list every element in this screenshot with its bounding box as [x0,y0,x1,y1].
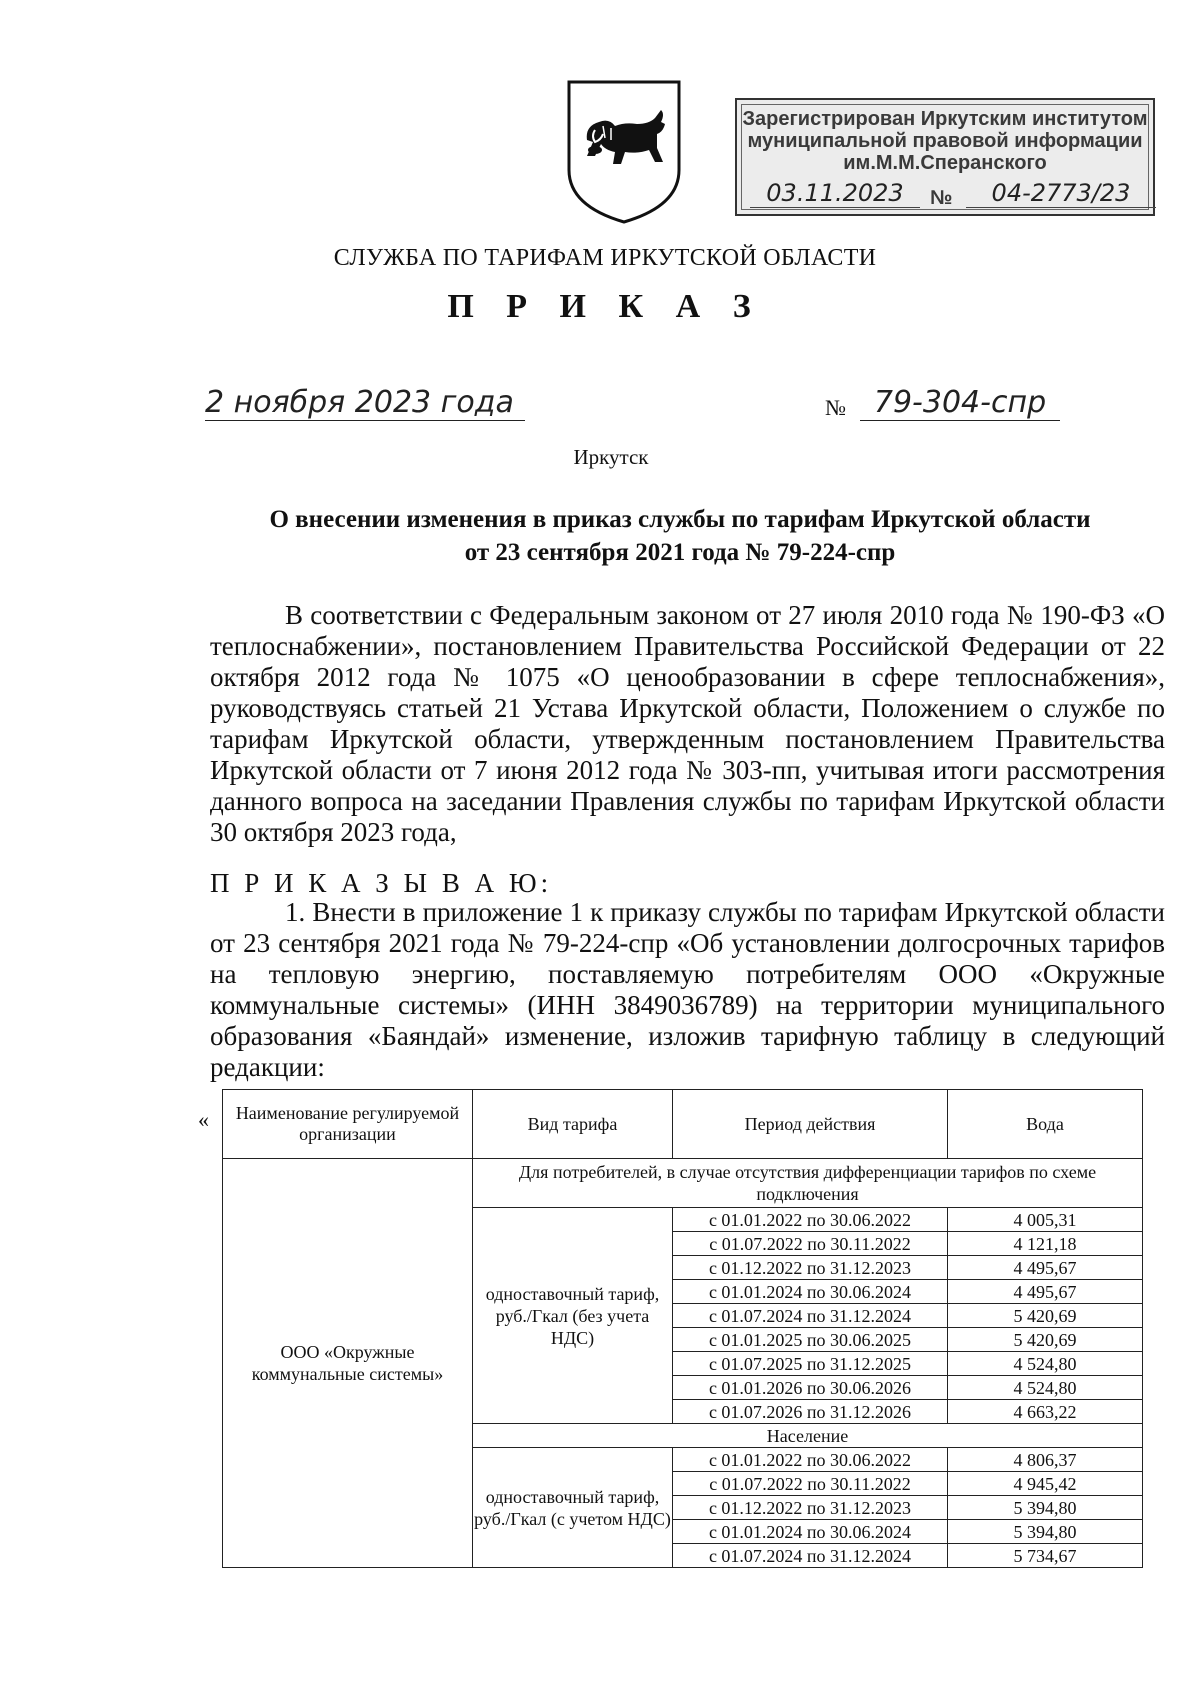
value-cell: 5 420,69 [948,1304,1143,1328]
period-cell: с 01.01.2024 по 30.06.2024 [673,1280,948,1304]
table-opening-quote: « [198,1107,209,1132]
order-number-sign: № [825,395,846,420]
order-date: 2 ноября 2023 года [205,385,525,421]
order-number: 79-304-спр [860,385,1060,421]
group-1-title-row [223,1159,1143,1208]
table-header-row [223,1090,1143,1159]
order-subject [200,503,1160,569]
value-cell: 4 524,80 [948,1376,1143,1400]
header-tariff-type: Вид тарифа [473,1090,673,1159]
value-cell: 4 945,42 [948,1472,1143,1496]
stamp-line-1: Зарегистрирован Иркутским институтом [742,108,1148,130]
period-cell: с 01.01.2025 по 30.06.2025 [673,1328,948,1352]
stamp-line-2: муниципальной правовой информации [747,130,1143,152]
header-org: Наименование регулируемой организации [223,1090,473,1159]
value-cell: 4 495,67 [948,1280,1143,1304]
header-value: Вода [948,1090,1143,1159]
stamp-line-3: им.М.М.Сперанского [843,152,1047,174]
clause-1-paragraph: 1. Внести в приложение 1 к приказу службы по тарифам Иркутской области от 23 сентября 2021 года № 79-224-спр «Об установлении долгосрочных тарифов на тепловую энергию, поставляемую потребителям ООО «Окружные коммунальные системы» (ИНН 3849036789) на территории муниципального образования «Баяндай» изменение, изложив тарифную таблицу в следующий редакции: [210,897,1165,1082]
subject-line-1: О внесении изменения в приказ службы по тарифам Иркутской области [269,506,1091,533]
preamble-paragraph: В соответствии с Федеральным законом от 27 июля 2010 года № 190-ФЗ «О теплоснабжении», постановлением Правительства Российской Федерации от 22 октября 2012 года № 1075 «О ценообразовании в сфере теплоснабжения», руководствуясь статьей 21 Устава Иркутской области, Положением о службе по тарифам Иркутской области, утвержденным постановлением Правительства Иркутской области от 7 июня 2012 года № 303-пп, учитывая итоги рассмотрения данного вопроса на заседании Правления службы по тарифам Иркутской области 30 октября 2023 года, [210,600,1165,847]
value-cell: 4 806,37 [948,1448,1143,1472]
period-cell: с 01.07.2024 по 31.12.2024 [673,1304,948,1328]
organization-cell: ООО «Окружные коммунальные системы» [223,1159,473,1568]
city-name: Иркутск [573,445,649,469]
period-cell: с 01.07.2024 по 31.12.2024 [673,1544,948,1568]
subject-line-2: от 23 сентября 2021 года № 79-224-спр [464,539,896,566]
stamp-number-sign: № [930,187,953,209]
group-2-tariff-label: одноставочный тариф, руб./Гкал (с учетом НДС) [473,1448,673,1568]
value-cell: 5 420,69 [948,1328,1143,1352]
period-cell: с 01.07.2022 по 30.11.2022 [673,1232,948,1256]
period-cell: с 01.12.2022 по 31.12.2023 [673,1496,948,1520]
value-cell: 4 524,80 [948,1352,1143,1376]
value-cell: 4 121,18 [948,1232,1143,1256]
period-cell: с 01.01.2026 по 30.06.2026 [673,1376,948,1400]
group-2-title: Население [473,1424,1143,1448]
value-cell: 5 734,67 [948,1544,1143,1568]
period-cell: с 01.01.2024 по 30.06.2024 [673,1520,948,1544]
value-cell: 4 663,22 [948,1400,1143,1424]
value-cell: 4 495,67 [948,1256,1143,1280]
coat-of-arms-icon [565,78,683,226]
period-cell: с 01.07.2026 по 31.12.2026 [673,1400,948,1424]
group-1-tariff-label: одноставочный тариф, руб./Гкал (без учета НДС) [473,1208,673,1424]
value-cell: 5 394,80 [948,1496,1143,1520]
value-cell: 4 005,31 [948,1208,1143,1232]
period-cell: с 01.07.2022 по 30.11.2022 [673,1472,948,1496]
header-period: Период действия [673,1090,948,1159]
stamp-number: 04-2773/23 [966,179,1156,208]
group-1-title: Для потребителей, в случае отсутствия дифференциации тарифов по схеме подключения [473,1159,1143,1208]
period-cell: с 01.01.2022 по 30.06.2022 [673,1208,948,1232]
registration-stamp [735,98,1155,216]
period-cell: с 01.07.2025 по 31.12.2025 [673,1352,948,1376]
value-cell: 5 394,80 [948,1520,1143,1544]
decree-word: П Р И К А З Ы В А Ю: [210,868,553,898]
stamp-date: 03.11.2023 [750,179,920,208]
document-type-title: П Р И К А З [447,288,763,325]
period-cell: с 01.01.2022 по 30.06.2022 [673,1448,948,1472]
period-cell: с 01.12.2022 по 31.12.2023 [673,1256,948,1280]
tariff-table [222,1089,1143,1568]
organization-title: СЛУЖБА ПО ТАРИФАМ ИРКУТСКОЙ ОБЛАСТИ [333,245,877,271]
